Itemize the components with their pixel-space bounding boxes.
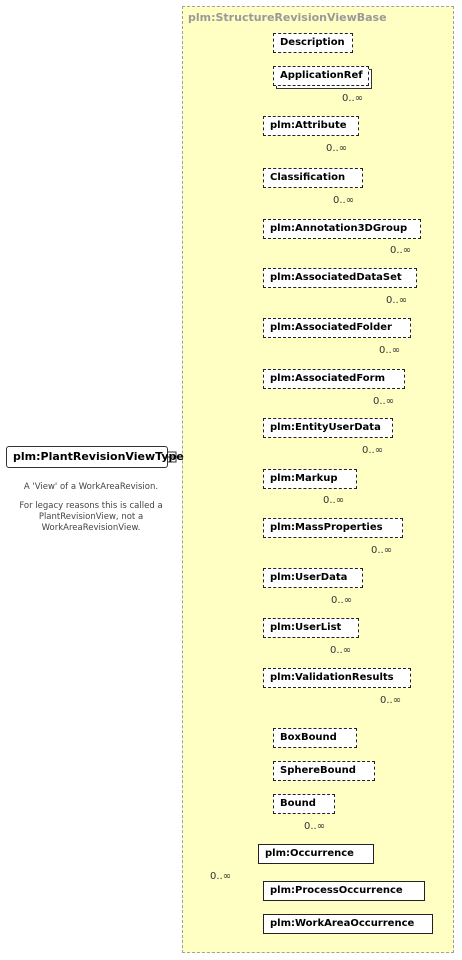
element-plm-occurrence[interactable]: plm:Occurrence <box>258 844 374 864</box>
element-sphere-bound[interactable]: SphereBound <box>273 761 375 781</box>
element-entity-user-data[interactable]: plm:EntityUserData <box>263 418 393 438</box>
cardinality-markup: 0..∞ <box>323 495 345 506</box>
element-associated-form[interactable]: plm:AssociatedForm <box>263 369 405 389</box>
element-associated-folder[interactable]: plm:AssociatedFolder <box>263 318 411 338</box>
element-classification[interactable]: Classification <box>263 168 363 188</box>
element-user-data[interactable]: plm:UserData <box>263 568 363 588</box>
element-mass-properties[interactable]: plm:MassProperties <box>263 518 403 538</box>
cardinality-choice: 0..∞ <box>210 871 232 882</box>
description-line-1: A 'View' of a WorkAreaRevision. <box>23 482 159 492</box>
element-user-list[interactable]: plm:UserList <box>263 618 359 638</box>
element-plm-attribute[interactable]: plm:Attribute <box>263 116 359 136</box>
cardinality-user-data: 0..∞ <box>331 595 353 606</box>
element-application-ref[interactable]: ApplicationRef <box>273 66 369 86</box>
element-process-occurrence[interactable]: plm:ProcessOccurrence <box>263 881 425 901</box>
cardinality-associated-data-set: 0..∞ <box>386 295 408 306</box>
root-type-label: plm:PlantRevisionViewType <box>13 450 184 463</box>
cardinality-plm-attribute: 0..∞ <box>326 143 348 154</box>
description-line-2: For legacy reasons this is called a PlantRevisionView, not a WorkAreaRevisionView. <box>19 501 163 533</box>
element-work-area-occurrence[interactable]: plm:WorkAreaOccurrence <box>263 914 433 934</box>
element-bound[interactable]: Bound <box>273 794 335 814</box>
cardinality-associated-form: 0..∞ <box>373 396 395 407</box>
element-description[interactable]: Description <box>273 33 353 53</box>
element-markup[interactable]: plm:Markup <box>263 469 357 489</box>
element-validation-results[interactable]: plm:ValidationResults <box>263 668 411 688</box>
cardinality-mass-properties: 0..∞ <box>371 545 393 556</box>
cardinality-classification: 0..∞ <box>333 195 355 206</box>
root-description <box>6 482 176 542</box>
cardinality-application-ref: 0..∞ <box>342 93 364 104</box>
element-annotation3d-group[interactable]: plm:Annotation3DGroup <box>263 219 421 239</box>
cardinality-user-list: 0..∞ <box>330 645 352 656</box>
base-type-title: plm:StructureRevisionViewBase <box>188 11 387 24</box>
cardinality-entity-user-data: 0..∞ <box>362 445 384 456</box>
cardinality-bound: 0..∞ <box>304 821 326 832</box>
cardinality-annotation3d-group: 0..∞ <box>390 245 412 256</box>
element-box-bound[interactable]: BoxBound <box>273 728 357 748</box>
cardinality-associated-folder: 0..∞ <box>379 345 401 356</box>
element-associated-data-set[interactable]: plm:AssociatedDataSet <box>263 268 417 288</box>
cardinality-validation-results: 0..∞ <box>380 695 402 706</box>
root-type-node[interactable] <box>6 446 184 468</box>
